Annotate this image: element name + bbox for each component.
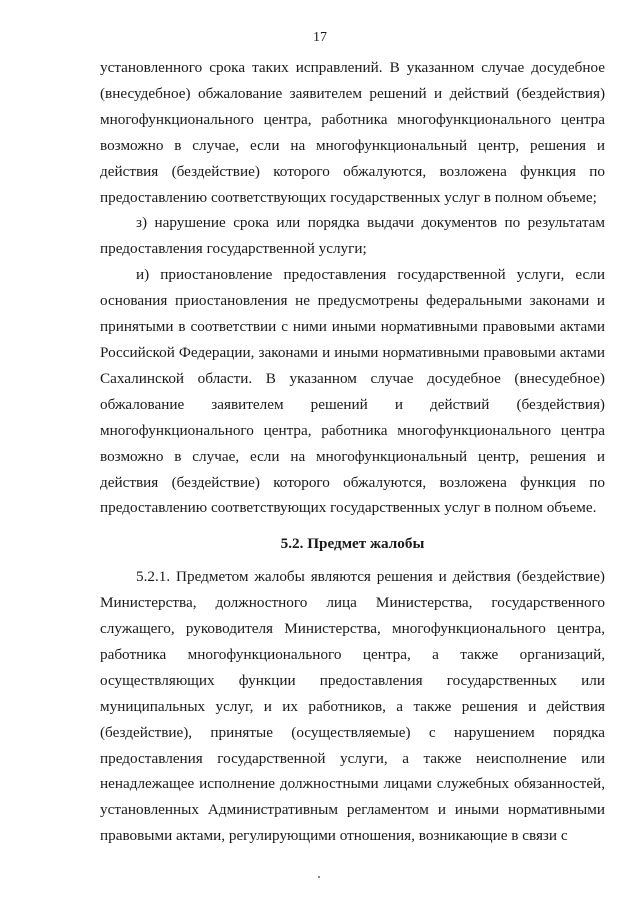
paragraph-item-z: з) нарушение срока или порядка выдачи документов по результатам предоставления государственной услуги; — [100, 214, 605, 258]
body-text — [100, 55, 605, 849]
section-heading: 5.2. Предмет жалобы — [280, 535, 425, 553]
paragraph-continuation: установленного срока таких исправлений. В указанном случае досудебное (внесудебное) обжалование заявителем решений и действий (бездействия) многофункционального центра, работника многофункционального центра возможно в случае, если на многофункциональный центр, решения и действия (бездействие) которого обжалуются, возложена функция по предоставлению соответствующих государственных услуг в полном объеме; — [100, 59, 605, 206]
paragraph-5-2-1: 5.2.1. Предметом жалобы являются решения и действия (бездействие) Министерства, должностного лица Министерства, государственного служащего, руководителя Министерства, многофункционального центра, работника многофункционального центра, а также организаций, осуществляющих функции предоставления государственных или муниципальных услуг, и их работников, а также решения и действия (бездействие), принятые (осуществляемые) с нарушением порядка предоставления государственной услуги, а также неисполнение или ненадлежащее исполнение должностными лицами служебных обязанностей, установленных Административным регламентом и иными нормативными правовыми актами, регулирующими отношения, возникающие в связи с — [100, 568, 605, 845]
paragraph-item-i: и) приостановление предоставления государственной услуги, если основания приостановления не предусмотрены федеральными законами и принятыми в соответствии с ними иными нормативными правовыми актами Российской Федерации, законами и иными нормативными правовыми актами Сахалинской области. В указанном случае досудебное (внесудебное) обжалование заявителем решений и действий (бездействия) многофункционального центра, работника многофункционального центра возможно в случае, если на многофункциональный центр, решения и действия (бездействие) которого обжалуются, возложена функция по предоставлению соответствующих государственных услуг в полном объеме. — [100, 266, 605, 517]
page-number: 17 — [313, 30, 327, 45]
scan-speck — [318, 876, 320, 878]
